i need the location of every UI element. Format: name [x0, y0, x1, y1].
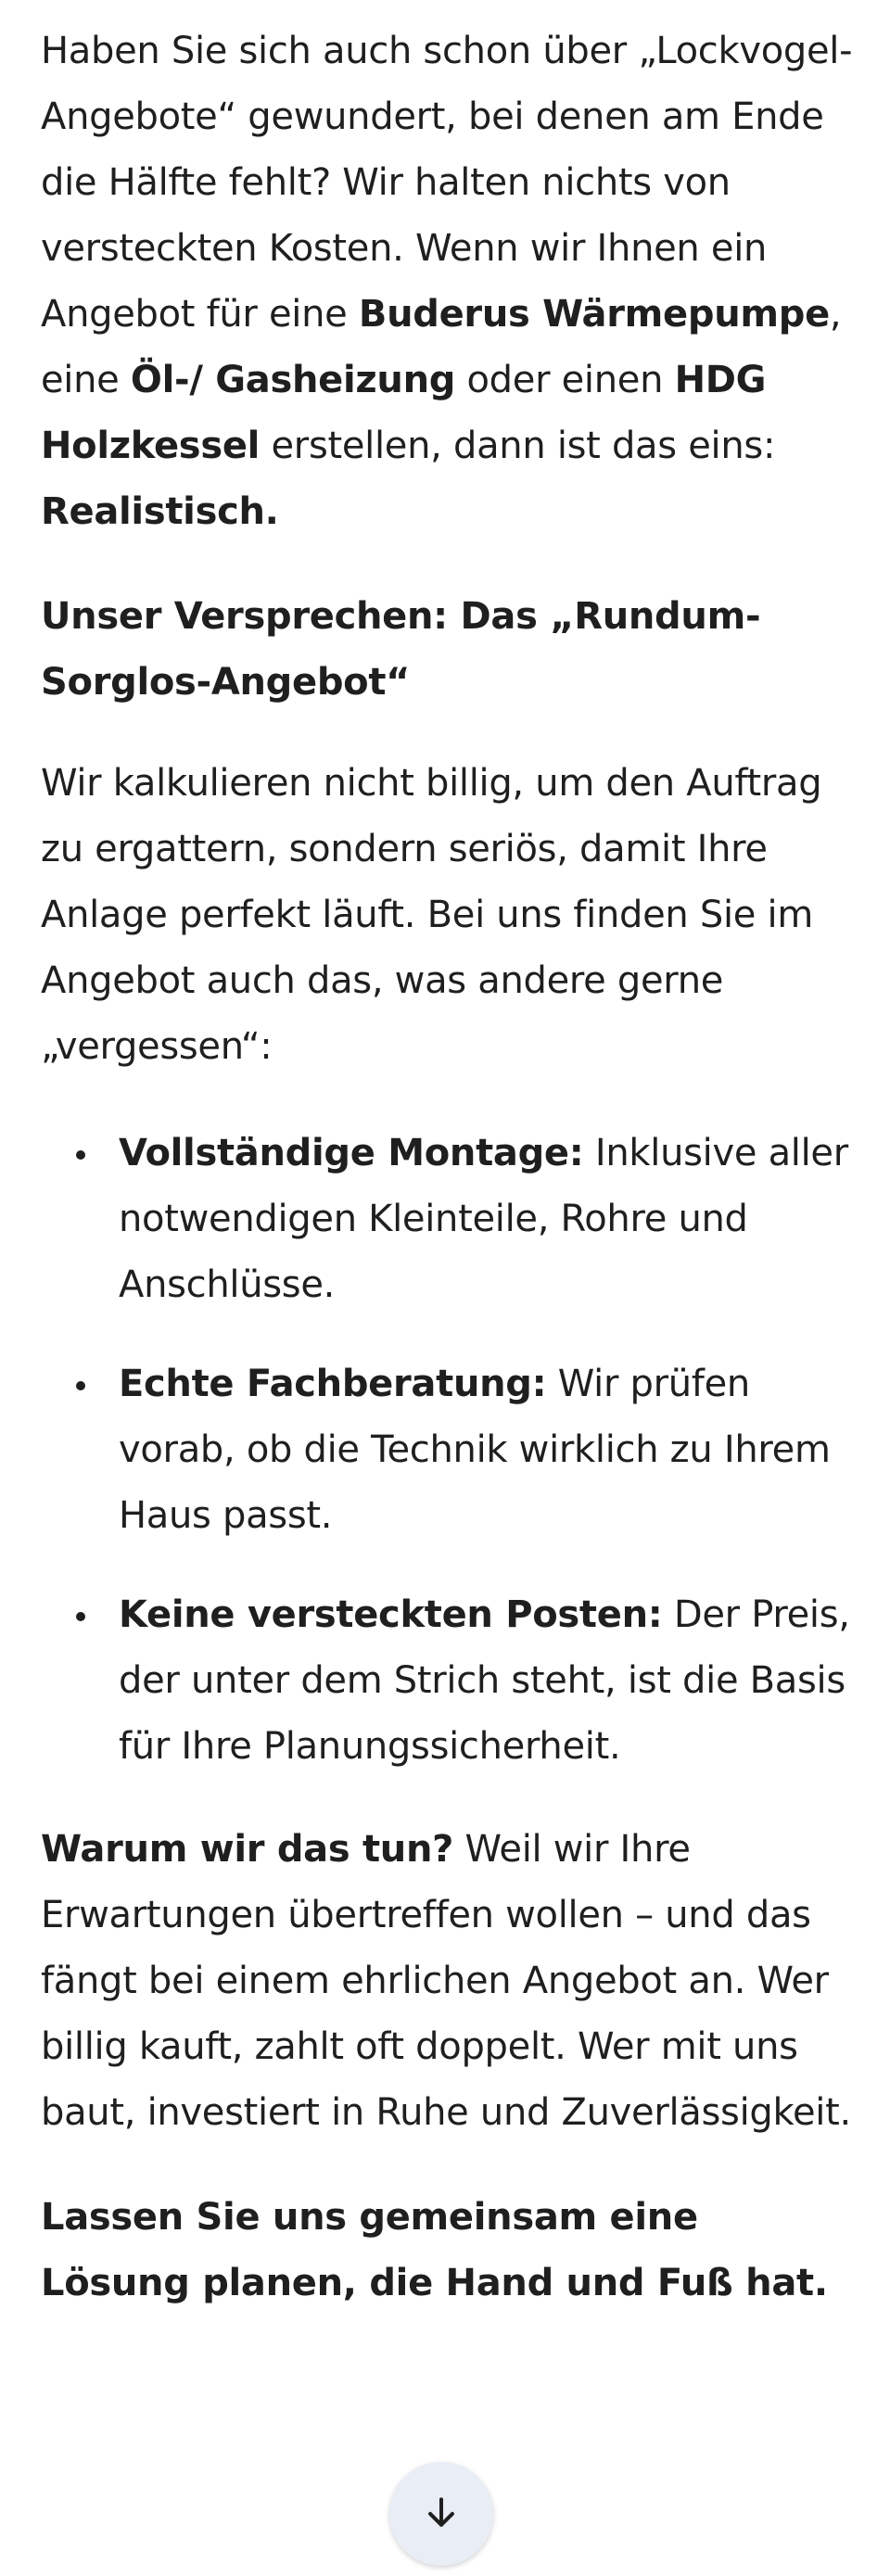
bullet-dot-icon [76, 1381, 85, 1390]
why-paragraph [41, 1817, 857, 2146]
scroll-to-bottom-button[interactable] [389, 2462, 493, 2566]
bullet-text: Wir prüfen vorab, ob die Technik wirklich zu Ihrem Haus passt. [119, 1363, 831, 1537]
intro-bold-heat-pump: Buderus Wärmepumpe [358, 293, 830, 336]
bullet-text: Der Preis, der unter dem Strich steht, ist die Basis für Ihre Planungssicherheit. [119, 1593, 850, 1768]
bullet-dot-icon [76, 1612, 85, 1621]
intro-text-3: oder einen [455, 359, 675, 401]
message-content [41, 19, 857, 2316]
why-label: Warum wir das tun? [41, 1828, 454, 1871]
bullet-list [41, 1121, 857, 1780]
list-item [41, 1351, 857, 1549]
promise-paragraph: Wir kalkulieren nicht billig, um den Auftrag zu ergattern, sondern seriös, damit Ihre Anlage perfekt läuft. Bei uns finden Sie im Angebot auch das, was andere gerne „vergessen“: [41, 762, 822, 1068]
intro-text-2: , eine [41, 293, 842, 401]
list-item [41, 1121, 857, 1318]
bullet-dot-icon [76, 1150, 85, 1160]
intro-text-1: Haben Sie sich auch schon über „Lockvogel-Angebote“ gewundert, bei denen am Ende die Hälfte fehlt? Wir halten nichts von versteckten Kosten. Wenn wir Ihnen ein Angebot für eine [41, 30, 853, 336]
closing-statement: Lassen Sie uns gemeinsam eine Lösung planen, die Hand und Fuß hat. [41, 2196, 828, 2304]
intro-bold-realistic: Realistisch. [41, 490, 279, 533]
arrow-down-icon [421, 2493, 462, 2536]
intro-text-4: erstellen, dann ist das eins: [260, 425, 776, 467]
promise-heading: Unser Versprechen: Das „Rundum-Sorglos-Angebot“ [41, 595, 761, 704]
bullet-label: Keine versteckten Posten: [119, 1593, 663, 1636]
bullet-text: Inklusive aller notwendigen Kleinteile, Rohre und Anschlüsse. [119, 1132, 848, 1306]
intro-bold-wood-boiler: HDG Holzkessel [41, 359, 767, 467]
bullet-label: Vollständige Montage: [119, 1132, 584, 1174]
why-text: Weil wir Ihre Erwartungen übertreffen wollen – und das fängt bei einem ehrlichen Angebot an. Wer billig kauft, zahlt oft doppelt. Wer mit uns baut, investiert in Ruhe und Zuverlässigkeit. [41, 1828, 851, 2134]
intro-bold-oil-gas: Öl-/ Gasheizung [130, 359, 456, 401]
bullet-label: Echte Fachberatung: [119, 1363, 547, 1405]
intro-paragraph [41, 19, 857, 545]
list-item [41, 1582, 857, 1780]
